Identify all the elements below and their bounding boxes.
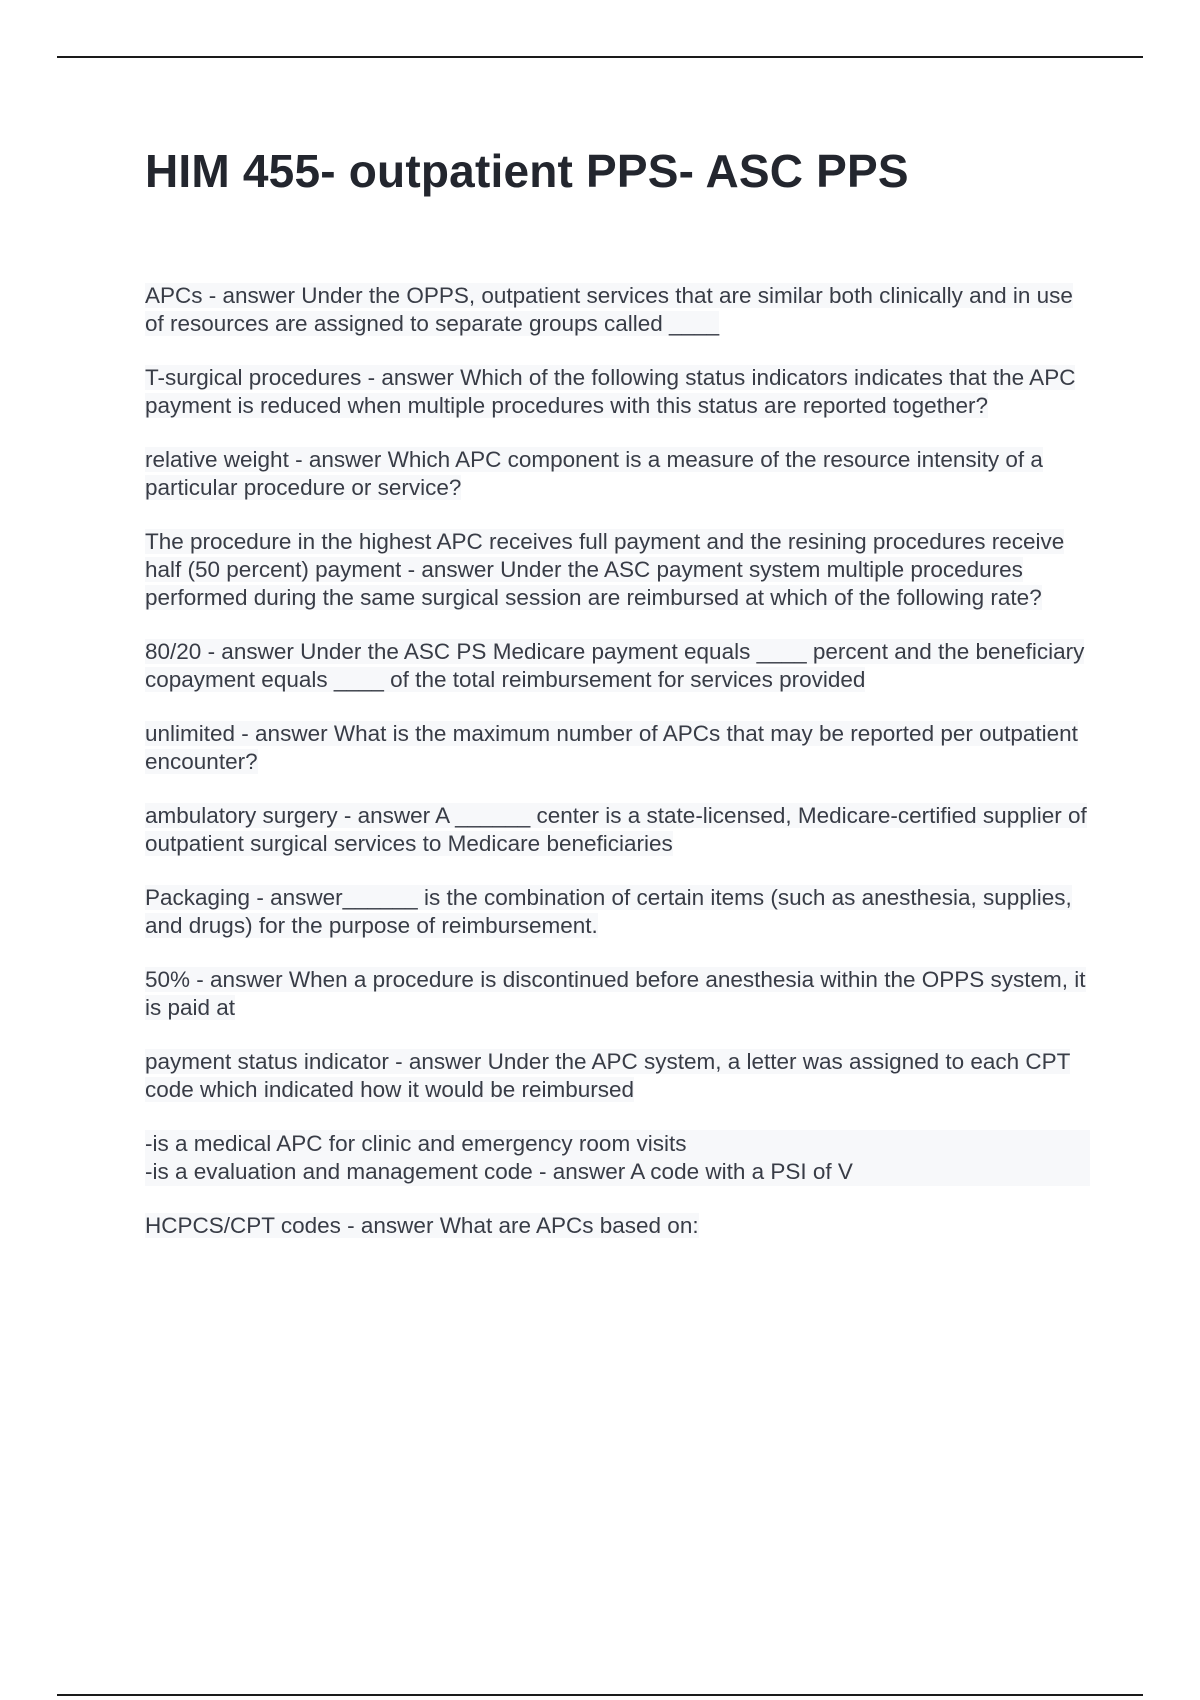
qa-question: Under the ASC payment system multiple procedures performed during the same surgical session are reimbursed at which of the following rate? <box>145 557 1042 610</box>
page-title: HIM 455- outpatient PPS- ASC PPS <box>145 145 909 197</box>
qa-separator: - answer <box>401 557 501 582</box>
qa-item <box>145 364 1090 420</box>
top-rule <box>57 56 1143 58</box>
qa-item <box>145 446 1090 502</box>
qa-question: Which of the following status indicators indicates that the APC payment is reduced when multiple procedures with this status are reported together? <box>145 365 1076 418</box>
qa-answer: payment status indicator <box>145 1049 389 1074</box>
qa-separator: - answer <box>201 639 301 664</box>
qa-list <box>145 282 1090 1266</box>
qa-separator: - answer <box>235 721 334 746</box>
qa-separator: - answer <box>250 885 343 910</box>
qa-separator: - answer <box>190 967 289 992</box>
qa-answer: The procedure in the highest APC receives full payment and the resining procedures receive half (50 percent) payment <box>145 529 1065 582</box>
qa-question: Under the ASC PS Medicare payment equals ____ percent and the beneficiary copayment equals ____ of the total reimbursement for services provided <box>145 639 1085 692</box>
qa-question: Which APC component is a measure of the resource intensity of a particular procedure or service? <box>145 447 1043 500</box>
qa-question: Under the OPPS, outpatient services that are similar both clinically and in use of resources are assigned to separate groups called ____ <box>145 283 1073 336</box>
qa-line: -is a evaluation and management code - answer A code with a PSI of V <box>145 1158 1090 1186</box>
qa-item <box>145 282 1090 338</box>
qa-answer: T-surgical procedures <box>145 365 362 390</box>
qa-answer: Packaging <box>145 885 251 910</box>
qa-item-multiline <box>145 1130 1090 1186</box>
qa-answer: APCs <box>145 283 203 308</box>
qa-separator: - answer <box>340 1213 440 1238</box>
qa-item <box>145 966 1090 1022</box>
qa-answer: 50% <box>145 967 191 992</box>
qa-question: What are APCs based on: <box>439 1213 699 1238</box>
bottom-rule <box>57 1694 1143 1696</box>
qa-answer: ambulatory surgery <box>145 803 338 828</box>
qa-item <box>145 802 1090 858</box>
qa-question: Under the APC system, a letter was assigned to each CPT code which indicated how it would be reimbursed <box>145 1049 1071 1102</box>
qa-separator: - answer <box>288 447 388 472</box>
qa-separator: - answer <box>388 1049 488 1074</box>
qa-item <box>145 528 1090 612</box>
qa-question: When a procedure is discontinued before anesthesia within the OPPS system, it is paid at <box>145 967 1086 1020</box>
qa-question: ______ is the combination of certain items (such as anesthesia, supplies, and drugs) for the purpose of reimbursement. <box>145 885 1072 938</box>
qa-question: A ______ center is a state-licensed, Medicare-certified supplier of outpatient surgical services to Medicare beneficiaries <box>145 803 1087 856</box>
qa-answer: HCPCS/CPT codes <box>145 1213 341 1238</box>
qa-answer: 80/20 <box>145 639 202 664</box>
qa-question: What is the maximum number of APCs that may be reported per outpatient encounter? <box>145 721 1078 774</box>
qa-answer: unlimited <box>145 721 236 746</box>
qa-item <box>145 1212 1090 1240</box>
qa-separator: - answer <box>361 365 461 390</box>
qa-item <box>145 638 1090 694</box>
qa-item <box>145 1048 1090 1104</box>
qa-item <box>145 720 1090 776</box>
qa-item <box>145 884 1090 940</box>
qa-separator: - answer <box>337 803 436 828</box>
qa-line: -is a medical APC for clinic and emergency room visits <box>145 1130 1090 1158</box>
qa-answer: relative weight <box>145 447 289 472</box>
qa-separator: - answer <box>202 283 302 308</box>
